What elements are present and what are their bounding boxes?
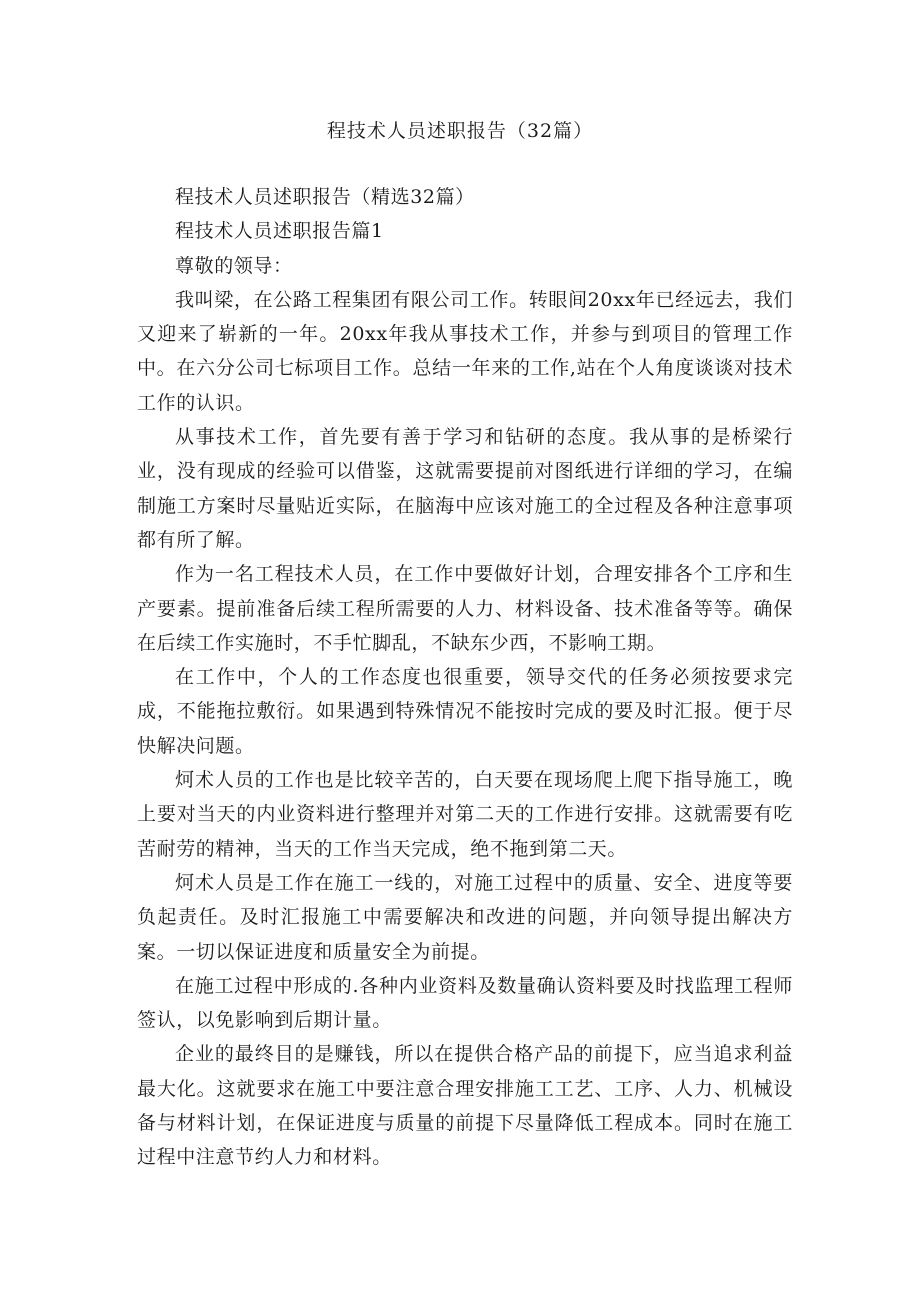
salutation: 尊敬的领导： (175, 254, 293, 277)
body-paragraph: 从事技术工作，首先要有善于学习和钻研的态度。我从事的是桥梁行业，没有现成的经验可以借鉴，这就需要提前对图纸进行详细的学习，在编制施工方案时尽量贴近实际，在脑海中应该对施工的全过程及各种注意事项都有所了解。 (137, 426, 793, 551)
document-title: 程技术人员述职报告（32篇） (326, 120, 594, 142)
body-paragraph: 企业的最终目的是赚钱，所以在提供合格产品的前提下，应当追求利益最大化。这就要求在施工中要注意合理安排施工工艺、工序、人力、机械设备与材料计划，在保证进度与质量的前提下尽量降低工程成本。同时在施工过程中注意节约人力和材料。 (137, 1043, 793, 1169)
section-heading: 程技术人员述职报告篇1 (175, 220, 384, 243)
document-body (137, 180, 793, 1175)
body-paragraph: 作为一名工程技术人员，在工作中要做好计划，合理安排各个工序和生产要素。提前准备后续工程所需要的人力、材料设备、技术准备等等。确保在后续工作实施时，不手忙脚乱，不缺东少西，不影响工期。 (137, 563, 793, 654)
body-paragraph: 炣术人员的工作也是比较辛苦的，白天要在现场爬上爬下指导施工，晚上要对当天的内业资料进行整理并对第二天的工作进行安排。这就需要有吃苦耐劳的精神，当天的工作当天完成，绝不拖到第二天。 (137, 769, 793, 860)
body-paragraph: 炣术人员是工作在施工一线的，对施工过程中的质量、安全、进度等要负起责任。及时汇报施工中需要解决和改进的问题，并向领导提出解决方案。一切以保证进度和质量安全为前提。 (137, 871, 793, 963)
body-paragraph: 在施工过程中形成的.各种内业资料及数量确认资料要及时找监理工程师签认，以免影响到后期计量。 (137, 974, 793, 1032)
subtitle-paragraph: 程技术人员述职报告（精选32篇） (175, 186, 475, 208)
body-paragraph: 在工作中，个人的工作态度也很重要，领导交代的任务必须按要求完成，不能拖拉敷衍。如果遇到特殊情况不能按时完成的要及时汇报。便于尽快解决问题。 (137, 666, 793, 757)
body-paragraph: 我叫梁，在公路工程集团有限公司工作。转眼间20xx年已经远去，我们又迎来了崭新的一年。20xx年我从事技术工作，并参与到项目的管理工作中。在六分公司七标项目工作。总结一年来的工作,站在个人角度谈谈对技术工作的认识。 (137, 288, 793, 414)
